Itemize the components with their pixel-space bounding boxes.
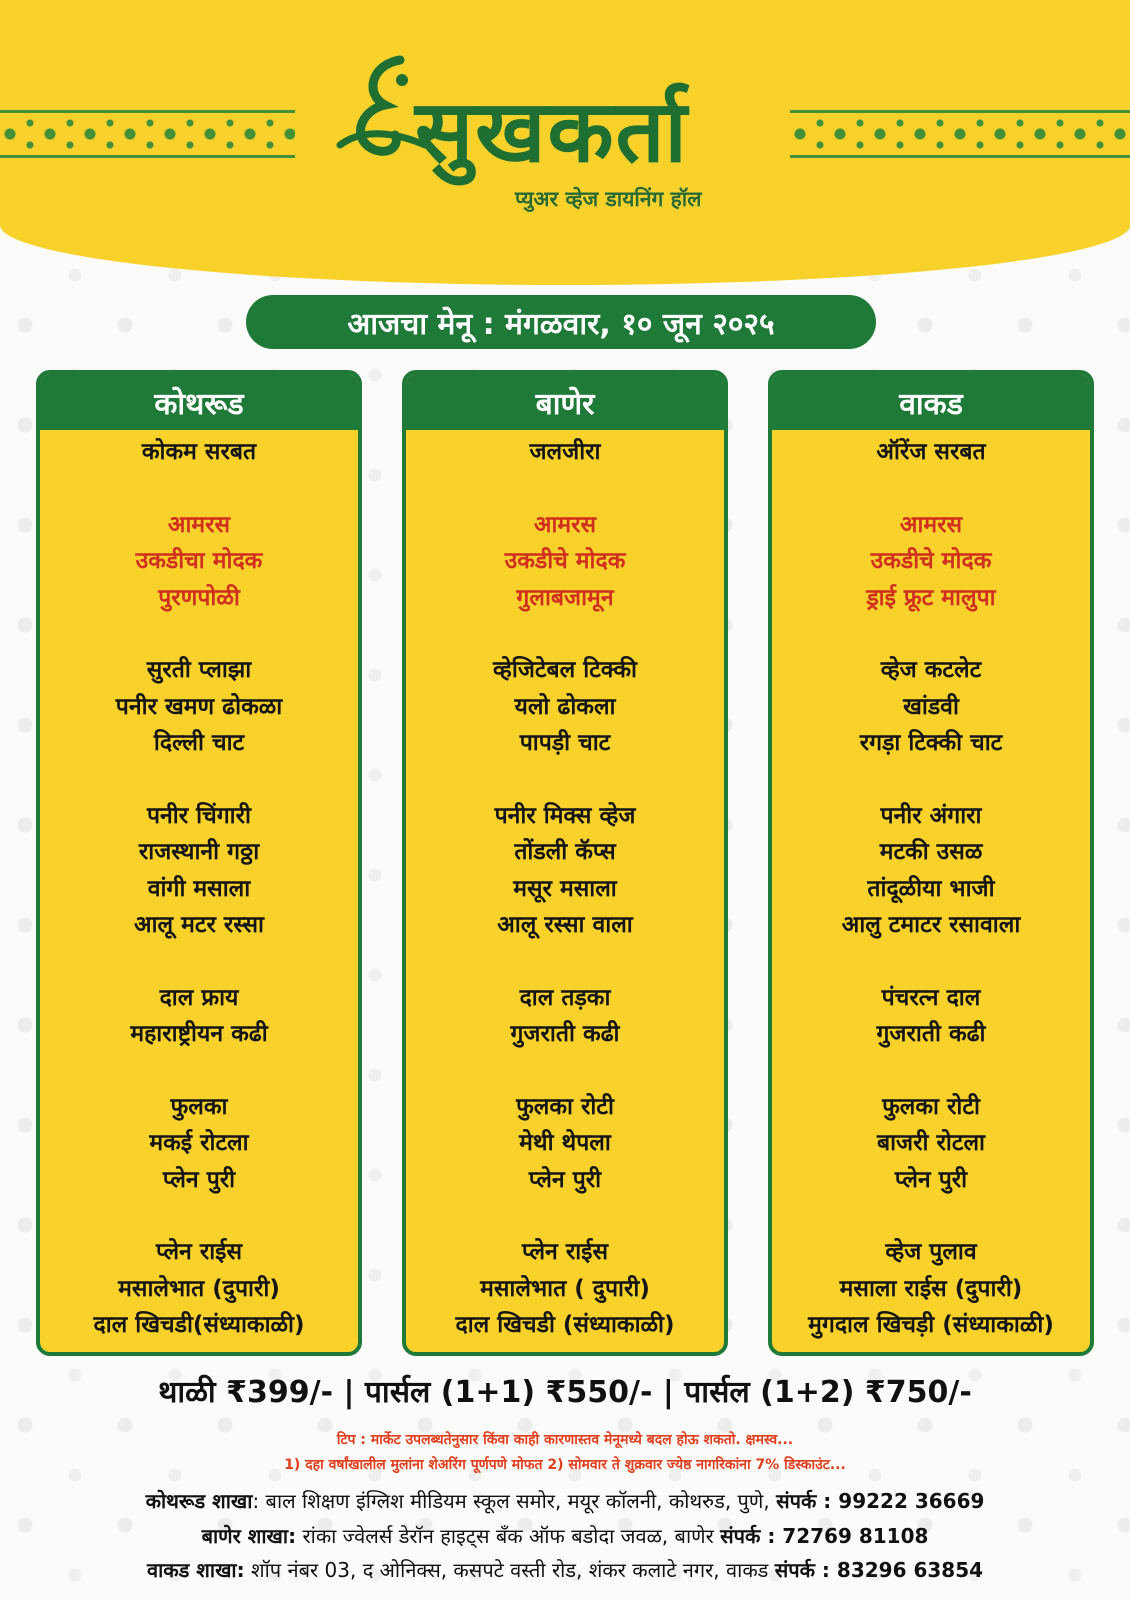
menu-item: फुलका रोटी	[882, 1093, 980, 1120]
note-offers: 1) दहा वर्षांखालील मुलांना शेअरिंग पूर्णपणे मोफत 2) सोमवार ते शुक्रवार ज्येष्ठ नागरिकांना 7% डिस्काउंट...	[284, 1457, 846, 1473]
menu-group	[406, 652, 724, 762]
note-tip: टिप : मार्केट उपलब्धतेनुसार किंवा काही कारणास्तव मेनूमध्ये बदल होऊ शकतो. क्षमस्व...	[336, 1432, 794, 1448]
brand-logo	[330, 40, 810, 230]
menu-item: आमरस	[899, 511, 963, 538]
menu-item: ड्राई फ्रूट मालुपा	[866, 584, 996, 611]
menu-item: बाजरी रोटला	[876, 1130, 986, 1156]
brand-title: सुखकर्ता	[415, 81, 689, 182]
menu-item: पापड़ी चाट	[519, 730, 611, 756]
branch-baner	[0, 1522, 1130, 1549]
menu-item: आलू मटर रस्सा	[134, 912, 264, 938]
menu-group	[772, 434, 1090, 471]
menu-item: तोंडली कॅप्स	[514, 839, 616, 865]
header-banner	[0, 0, 1130, 285]
menu-item: पुरणपोळी	[158, 584, 240, 611]
menu-item: मेथी थेपला	[519, 1130, 611, 1156]
menu-item: यलो ढोकला	[514, 693, 616, 720]
menu-item: दाल फ्राय	[159, 984, 239, 1011]
menu-column-baner	[402, 370, 728, 1356]
branch-label: बाणेर शाखा:	[201, 1524, 297, 1548]
menu-group	[772, 652, 1090, 762]
date-banner: आजचा मेनू : मंगळवार, १० जून २०२५	[246, 295, 876, 349]
menu-item: व्हेज कटलेट	[880, 657, 982, 683]
menu-item: आमरस	[533, 511, 597, 538]
left-border-pattern	[0, 110, 295, 158]
branch-label: वाकड शाखा:	[146, 1558, 245, 1582]
menu-item: दाल खिचडी(संध्याकाळी)	[93, 1312, 305, 1338]
menu-group	[772, 1234, 1090, 1344]
branch-label: कोथरूड शाखा	[145, 1489, 253, 1513]
menu-group	[772, 507, 1090, 617]
right-border-pattern	[790, 110, 1130, 158]
contact-label: संपर्क :	[776, 1489, 832, 1513]
menu-item: फुलका	[170, 1093, 228, 1120]
menu-item: मसालेभात ( दुपारी)	[480, 1275, 650, 1302]
menu-item: खांडवी	[903, 693, 959, 720]
menu-group	[772, 1089, 1090, 1199]
branch-phone: 99222 36669	[831, 1489, 985, 1513]
menu-item: पनीर चिंगारी	[146, 802, 252, 829]
menu-item: आमरस	[167, 511, 231, 538]
menu-item: उकडीचे मोदक	[870, 548, 992, 574]
menu-item: मकई रोटला	[149, 1130, 249, 1156]
menu-item: गुजराती कढी	[510, 1021, 620, 1047]
menu-item: उकडीचा मोदक	[135, 548, 263, 574]
menu-item: पनीर खमण ढोकळा	[115, 693, 283, 720]
branch-phone: 72769 81108	[775, 1524, 929, 1548]
column-body	[406, 430, 724, 1344]
menu-item: गुजराती कढी	[876, 1021, 986, 1047]
menu-group	[772, 798, 1090, 944]
menu-group	[40, 798, 358, 944]
menu-group	[40, 1234, 358, 1344]
menu-item: गुलाबजामून	[516, 584, 614, 611]
menu-group	[40, 1089, 358, 1199]
menu-item: पनीर अंगारा	[880, 802, 982, 829]
column-title: कोथरूड	[40, 374, 358, 430]
column-title: वाकड	[772, 374, 1090, 430]
column-title: बाणेर	[406, 374, 724, 430]
branch-kothrud	[0, 1487, 1130, 1514]
menu-group	[406, 798, 724, 944]
menu-item: मुगदाल खिचड़ी (संध्याकाळी)	[808, 1312, 1054, 1338]
menu-item: दाल खिचडी (संध्याकाळी)	[455, 1312, 675, 1338]
menu-item: मटकी उसळ	[879, 839, 983, 865]
menu-item: मसालेभात (दुपारी)	[118, 1275, 280, 1302]
menu-item: प्लेन राईस	[155, 1239, 243, 1265]
menu-item: ऑरेंज सरबत	[876, 439, 986, 465]
menu-item: प्लेन पुरी	[162, 1166, 236, 1193]
contact-label: संपर्क :	[720, 1524, 776, 1548]
menu-item: सुरती प्लाझा	[146, 657, 252, 683]
menu-item: कोकम सरबत	[141, 439, 257, 465]
menu-item: दिल्ली चाट	[153, 730, 245, 756]
menu-group	[406, 434, 724, 471]
branch-address: : बाल शिक्षण इंग्लिश मीडियम स्कूल समोर, मयूर कॉलनी, कोथरुड, पुणे,	[252, 1489, 777, 1513]
menu-group	[40, 652, 358, 762]
menu-item: प्लेन पुरी	[894, 1166, 968, 1193]
menu-group	[40, 434, 358, 471]
menu-item: पनीर मिक्स व्हेज	[494, 802, 636, 829]
menu-item: जलजीरा	[529, 439, 601, 465]
menu-group	[406, 1089, 724, 1199]
menu-item: महाराष्ट्रीयन कढी	[130, 1021, 268, 1047]
menu-group	[406, 980, 724, 1053]
branch-wakad	[0, 1556, 1130, 1583]
menu-item: मसाला राईस (दुपारी)	[839, 1275, 1023, 1302]
menu-item: व्हेज पुलाव	[885, 1239, 977, 1265]
menu-item: उकडीचे मोदक	[504, 548, 626, 574]
menu-group	[40, 507, 358, 617]
menu-column-wakad	[768, 370, 1094, 1356]
column-body	[40, 430, 358, 1344]
menu-item: प्लेन राईस	[521, 1239, 609, 1265]
menu-column-kothrud	[36, 370, 362, 1356]
menu-item: दाल तड़का	[519, 984, 611, 1011]
menu-item: रगड़ा टिक्की चाट	[859, 730, 1003, 756]
menu-item: फुलका रोटी	[516, 1093, 614, 1120]
menu-group	[406, 507, 724, 617]
brand-subtitle: प्युअर व्हेज डायनिंग हॉल	[515, 187, 702, 211]
menu-item: वांगी मसाला	[147, 875, 251, 902]
menu-item: आलू रस्सा वाला	[497, 912, 633, 938]
price-line: थाळी ₹399/- | पार्सल (1+1) ₹550/- | पार्सल (1+2) ₹750/-	[158, 1375, 972, 1410]
menu-group	[406, 1234, 724, 1344]
menu-group	[40, 980, 358, 1053]
branch-phone: 83296 63854	[829, 1558, 984, 1582]
menu-item: राजस्थानी गठ्ठा	[138, 839, 260, 865]
branch-address: शॉप नंबर 03, द ओनिक्स, कसपटे वस्ती रोड, शंकर कलाटे नगर, वाकड	[244, 1558, 775, 1582]
menu-item: प्लेन पुरी	[528, 1166, 602, 1193]
branch-address: रांका ज्वेलर्स डेरॉन हाइट्स बँक ऑफ बडोदा जवळ, बाणेर	[296, 1524, 721, 1548]
menu-item: पंचरत्न दाल	[881, 984, 981, 1011]
column-body	[772, 430, 1090, 1344]
menu-item: मसूर मसाला	[513, 875, 617, 902]
menu-item: आलु टमाटर रसावाला	[841, 912, 1021, 938]
menu-item: व्हेजिटेबल टिक्की	[493, 657, 637, 683]
menu-item: तांदूळीया भाजी	[867, 875, 995, 902]
contact-label: संपर्क :	[774, 1558, 830, 1582]
menu-group	[772, 980, 1090, 1053]
